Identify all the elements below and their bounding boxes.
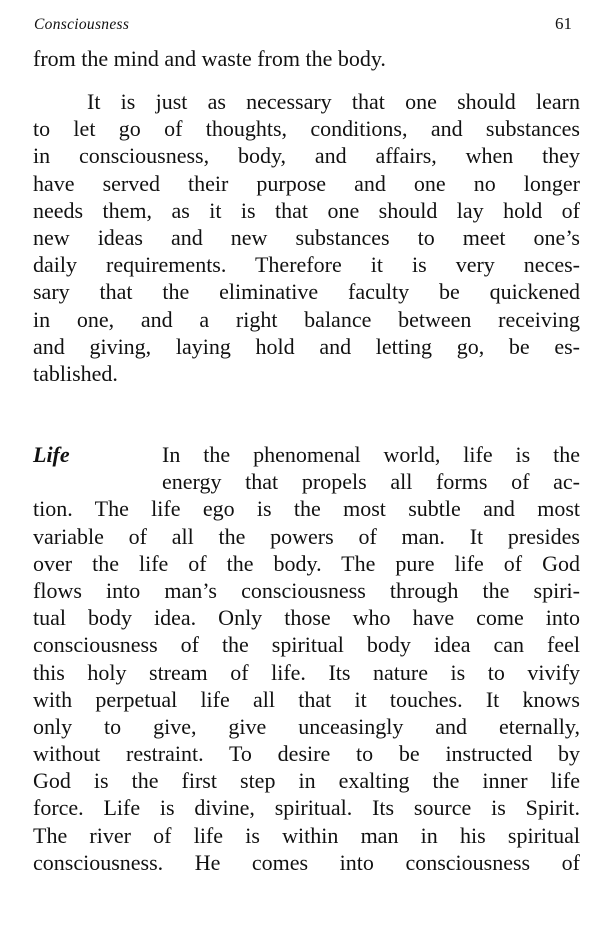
text-line: consciousness of the spiritual body idea can feel [33, 632, 580, 658]
entry-term-life: Life [33, 442, 70, 467]
text-line: in one, and a right balance between receiving [33, 306, 580, 332]
text-line: and giving, laying hold and letting go, be es- [33, 333, 580, 359]
text-line: needs them, as it is that one should lay hold of [33, 197, 580, 223]
running-title: Consciousness [34, 16, 130, 33]
text-line: without restraint. To desire to be instructed by [33, 741, 580, 767]
letting-go-paragraph [33, 88, 580, 387]
text-line: daily requirements. Therefore it is very neces- [33, 252, 580, 278]
text-line: It is just as necessary that one should learn [87, 89, 580, 114]
text-line: new ideas and new substances to meet one’s [33, 224, 580, 250]
text-line: to let go of thoughts, conditions, and substances [33, 116, 580, 142]
text-line: in consciousness, body, and affairs, when they [33, 143, 580, 169]
text-line: God is the first step in exalting the inner life [33, 768, 580, 794]
text-line: tablished. [33, 360, 118, 386]
text-line: this holy stream of life. Its nature is to vivify [33, 659, 580, 685]
text-line: flows into man’s consciousness through the spiri- [33, 577, 580, 603]
text-line: force. Life is divine, spiritual. Its source is Spirit. [33, 795, 580, 821]
text-line: with perpetual life all that it touches. It knows [33, 686, 580, 712]
text-line: tual body idea. Only those who have come into [33, 605, 580, 631]
text-line: In the phenomenal world, life is the [162, 442, 580, 467]
continued-paragraph [33, 45, 580, 72]
text-line: over the life of the body. The pure life of God [33, 550, 580, 576]
text-line: tion. The life ego is the most subtle and most [33, 496, 580, 522]
text-line: consciousness. He comes into consciousness of [33, 849, 580, 875]
text-line: variable of all the powers of man. It presides [33, 523, 580, 549]
text-line: only to give, give unceasingly and eternally, [33, 713, 580, 739]
page-number: 61 [555, 14, 572, 33]
text-line: from the mind and waste from the body. [33, 46, 386, 71]
text-line: have served their purpose and one no longer [33, 170, 580, 196]
text-line: The river of life is within man in his spiritual [33, 822, 580, 848]
text-line: sary that the eliminative faculty be quickened [33, 279, 580, 305]
life-entry-paragraph [33, 441, 580, 876]
text-line: energy that propels all forms of ac- [162, 469, 580, 495]
